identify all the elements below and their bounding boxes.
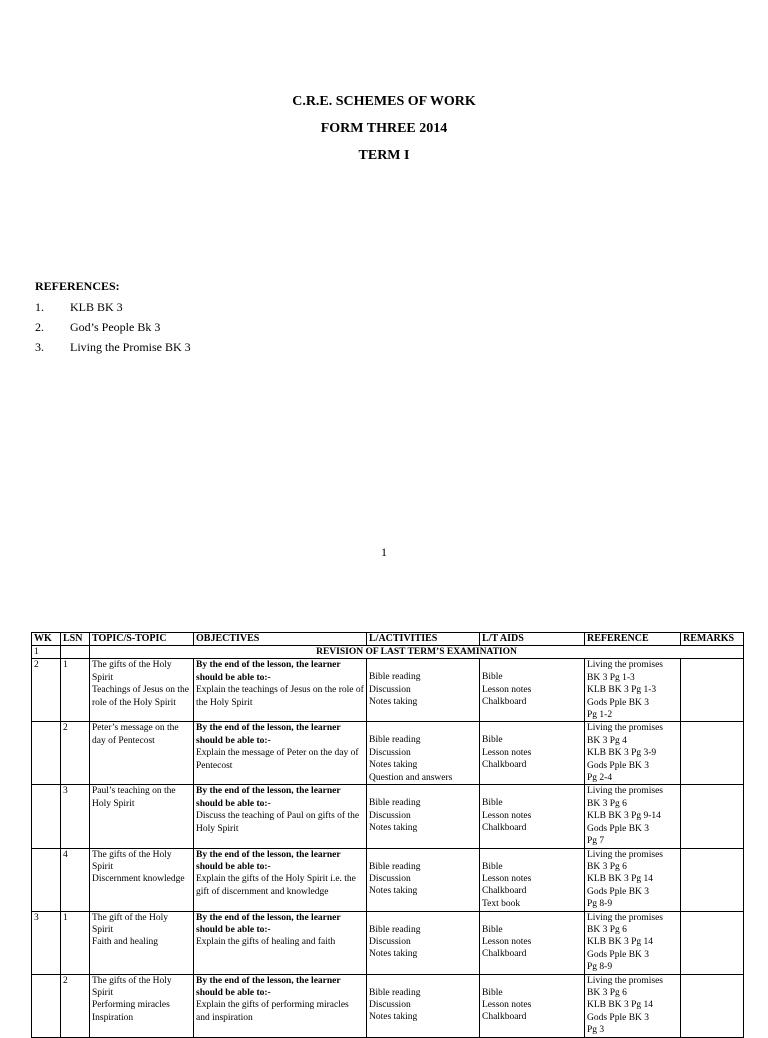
activity-line: Notes taking [369, 697, 418, 708]
activities-cell [367, 848, 480, 911]
reference-line: KLB BK 3 Pg 3-9 [587, 748, 657, 759]
aid-line: Lesson notes [482, 936, 532, 947]
topic-line: Inspiration [92, 1012, 134, 1023]
reference-item [35, 299, 191, 319]
reference-text: Living the Promise BK 3 [70, 340, 191, 354]
objective-text: Discuss the teaching of Paul on gifts of the Holy Spirit [196, 811, 360, 834]
activity-line: Discussion [369, 684, 411, 695]
table-row [32, 722, 744, 785]
topic-cell [90, 911, 194, 974]
activity-line: Discussion [369, 810, 411, 821]
objectives-cell [194, 848, 367, 911]
remarks-cell [681, 974, 744, 1037]
objective-heading: By the end of the lesson, the learner should be able to:- [196, 912, 341, 935]
title-line-1: C.R.E. SCHEMES OF WORK [292, 94, 476, 109]
references-section [35, 278, 191, 359]
lesson-cell: 1 [61, 911, 90, 974]
reference-line: BK 3 Pg 1-3 [587, 672, 635, 683]
remarks-cell [681, 848, 744, 911]
table-row [32, 659, 744, 722]
objective-text: Explain the message of Peter on the day of Pentecost [196, 748, 359, 771]
remarks-cell [681, 785, 744, 848]
reference-line: Living the promises [587, 786, 663, 797]
aid-line: Bible [482, 798, 503, 809]
topic-cell [90, 722, 194, 785]
activity-line: Discussion [369, 936, 411, 947]
aid-line: Lesson notes [482, 747, 532, 758]
reference-line: BK 3 Pg 6 [587, 798, 627, 809]
revision-row [32, 646, 744, 659]
reference-cell [585, 974, 681, 1037]
lesson-cell: 4 [61, 848, 90, 911]
topic-line: Discernment knowledge [92, 874, 185, 885]
aid-line: Bible [482, 987, 503, 998]
reference-line: Pg 7 [587, 836, 605, 847]
remarks-cell [681, 911, 744, 974]
objectives-cell [194, 911, 367, 974]
aid-line: Lesson notes [482, 810, 532, 821]
aid-line: Lesson notes [482, 873, 532, 884]
aid-line: Lesson notes [482, 684, 532, 695]
title-line-2: FORM THREE 2014 [320, 121, 448, 136]
reference-line: BK 3 Pg 6 [587, 924, 627, 935]
schemes-of-work-table [31, 632, 744, 1038]
reference-line: Living the promises [587, 975, 663, 986]
week-cell: 3 [32, 911, 61, 974]
activity-line: Bible reading [369, 924, 421, 935]
revision-lsn [61, 646, 90, 659]
activity-line: Notes taking [369, 1012, 418, 1023]
activity-line: Bible reading [369, 798, 421, 809]
objective-text: Explain the gifts of healing and faith [196, 937, 336, 948]
reference-line: KLB BK 3 Pg 14 [587, 874, 653, 885]
reference-line: Pg 1-2 [587, 710, 613, 721]
reference-line: Gods Pple BK 3 [587, 1012, 650, 1023]
aids-cell [480, 974, 585, 1037]
reference-line: KLB BK 3 Pg 9-14 [587, 811, 661, 822]
topic-cell [90, 785, 194, 848]
header-topic: TOPIC/S-TOPIC [90, 633, 194, 646]
page-number: 1 [381, 545, 387, 559]
activity-line: Bible reading [369, 987, 421, 998]
reference-line: Living the promises [587, 660, 663, 671]
aids-cell [480, 785, 585, 848]
reference-text: God’s People Bk 3 [70, 320, 161, 334]
table-row [32, 785, 744, 848]
week-cell [32, 722, 61, 785]
aid-line: Chalkboard [482, 823, 527, 834]
reference-line: BK 3 Pg 6 [587, 861, 627, 872]
reference-line: KLB BK 3 Pg 1-3 [587, 685, 657, 696]
remarks-cell [681, 659, 744, 722]
objectives-cell [194, 974, 367, 1037]
week-cell [32, 974, 61, 1037]
activity-line: Notes taking [369, 760, 418, 771]
objective-heading: By the end of the lesson, the learner should be able to:- [196, 660, 341, 683]
topic-cell [90, 848, 194, 911]
revision-week: 1 [32, 646, 61, 659]
topic-line: Faith and healing [92, 937, 158, 948]
aids-cell [480, 659, 585, 722]
reference-cell [585, 848, 681, 911]
topic-line: The gifts of the Holy Spirit [92, 849, 172, 872]
topic-cell [90, 974, 194, 1037]
header-lsn: LSN [61, 633, 90, 646]
reference-line: KLB BK 3 Pg 14 [587, 937, 653, 948]
aid-line: Chalkboard [482, 760, 527, 771]
table-row [32, 848, 744, 911]
reference-number: 1. [35, 300, 44, 314]
aid-line: Bible [482, 735, 503, 746]
reference-number: 2. [35, 320, 44, 334]
activity-line: Notes taking [369, 823, 418, 834]
reference-line: Gods Pple BK 3 [587, 697, 650, 708]
activities-cell [367, 785, 480, 848]
objectives-cell [194, 659, 367, 722]
lesson-cell: 2 [61, 722, 90, 785]
reference-line: Living the promises [587, 723, 663, 734]
lesson-cell: 2 [61, 974, 90, 1037]
activity-line: Discussion [369, 747, 411, 758]
objective-text: Explain the gifts of performing miracles and inspiration [196, 1000, 349, 1023]
aid-line: Bible [482, 672, 503, 683]
reference-line: Pg 8-9 [587, 962, 613, 973]
lesson-cell: 3 [61, 785, 90, 848]
references-heading: REFERENCES: [35, 279, 120, 293]
objectives-cell [194, 722, 367, 785]
header-aids: L/T AIDS [480, 633, 585, 646]
topic-cell [90, 659, 194, 722]
aids-cell [480, 848, 585, 911]
table-header-row [32, 633, 744, 646]
reference-line: Gods Pple BK 3 [587, 760, 650, 771]
activity-line: Discussion [369, 999, 411, 1010]
reference-text: KLB BK 3 [70, 300, 123, 314]
revision-text: REVISION OF LAST TERM’S EXAMINATION [90, 646, 744, 659]
activities-cell [367, 911, 480, 974]
objective-heading: By the end of the lesson, the learner should be able to:- [196, 849, 341, 872]
reference-line: Living the promises [587, 912, 663, 923]
remarks-cell [681, 722, 744, 785]
reference-line: Pg 2-4 [587, 773, 613, 784]
activity-line: Bible reading [369, 735, 421, 746]
activity-line: Notes taking [369, 886, 418, 897]
header-wk: WK [32, 633, 61, 646]
reference-number: 3. [35, 340, 44, 354]
aid-line: Chalkboard [482, 1012, 527, 1023]
table-row [32, 974, 744, 1037]
title-line-3: TERM I [358, 148, 410, 163]
activity-line: Discussion [369, 873, 411, 884]
reference-cell [585, 659, 681, 722]
aid-line: Chalkboard [482, 949, 527, 960]
reference-line: Gods Pple BK 3 [587, 823, 650, 834]
topic-line: The gifts of the Holy Spirit [92, 660, 172, 683]
reference-line: Pg 8-9 [587, 899, 613, 910]
topic-line: Paul’s teaching on the Holy Spirit [92, 786, 176, 809]
objective-text: Explain the teachings of Jesus on the role of the Holy Spirit [196, 685, 364, 708]
topic-line: The gifts of the Holy Spirit [92, 975, 172, 998]
reference-item [35, 319, 191, 339]
activity-line: Bible reading [369, 861, 421, 872]
objective-heading: By the end of the lesson, the learner should be able to:- [196, 723, 341, 746]
header-remarks: REMARKS [681, 633, 744, 646]
aid-line: Chalkboard [482, 697, 527, 708]
header-reference: REFERENCE [585, 633, 681, 646]
objectives-cell [194, 785, 367, 848]
aid-line: Bible [482, 861, 503, 872]
reference-line: Gods Pple BK 3 [587, 949, 650, 960]
reference-cell [585, 911, 681, 974]
aid-line: Text book [482, 898, 521, 909]
aid-line: Bible [482, 924, 503, 935]
activity-line: Question and answers [369, 772, 453, 783]
activities-cell [367, 722, 480, 785]
aids-cell [480, 722, 585, 785]
reference-item [35, 339, 191, 359]
aids-cell [480, 911, 585, 974]
aid-line: Chalkboard [482, 886, 527, 897]
activities-cell [367, 974, 480, 1037]
week-cell [32, 785, 61, 848]
reference-cell [585, 785, 681, 848]
activity-line: Bible reading [369, 672, 421, 683]
lesson-cell: 1 [61, 659, 90, 722]
week-cell: 2 [32, 659, 61, 722]
reference-line: Gods Pple BK 3 [587, 886, 650, 897]
topic-line: Teachings of Jesus on the role of the Holy Spirit [92, 685, 189, 708]
reference-cell [585, 722, 681, 785]
topic-line: Performing miracles [92, 1000, 170, 1011]
activities-cell [367, 659, 480, 722]
objective-heading: By the end of the lesson, the learner should be able to:- [196, 786, 341, 809]
topic-line: The gift of the Holy Spirit [92, 912, 168, 935]
reference-line: BK 3 Pg 6 [587, 987, 627, 998]
reference-line: Living the promises [587, 849, 663, 860]
topic-line: Peter’s message on the day of Pentecost [92, 723, 179, 746]
header-activities: L/ACTIVITIES [367, 633, 480, 646]
reference-line: KLB BK 3 Pg 14 [587, 1000, 653, 1011]
document-title [0, 93, 768, 174]
aid-line: Lesson notes [482, 999, 532, 1010]
objective-heading: By the end of the lesson, the learner should be able to:- [196, 975, 341, 998]
header-objectives: OBJECTIVES [194, 633, 367, 646]
reference-line: BK 3 Pg 4 [587, 735, 627, 746]
objective-text: Explain the gifts of the Holy Spirit i.e. the gift of discernment and knowledge [196, 874, 356, 897]
table-row [32, 911, 744, 974]
reference-line: Pg 3 [587, 1025, 605, 1036]
week-cell [32, 848, 61, 911]
activity-line: Notes taking [369, 949, 418, 960]
